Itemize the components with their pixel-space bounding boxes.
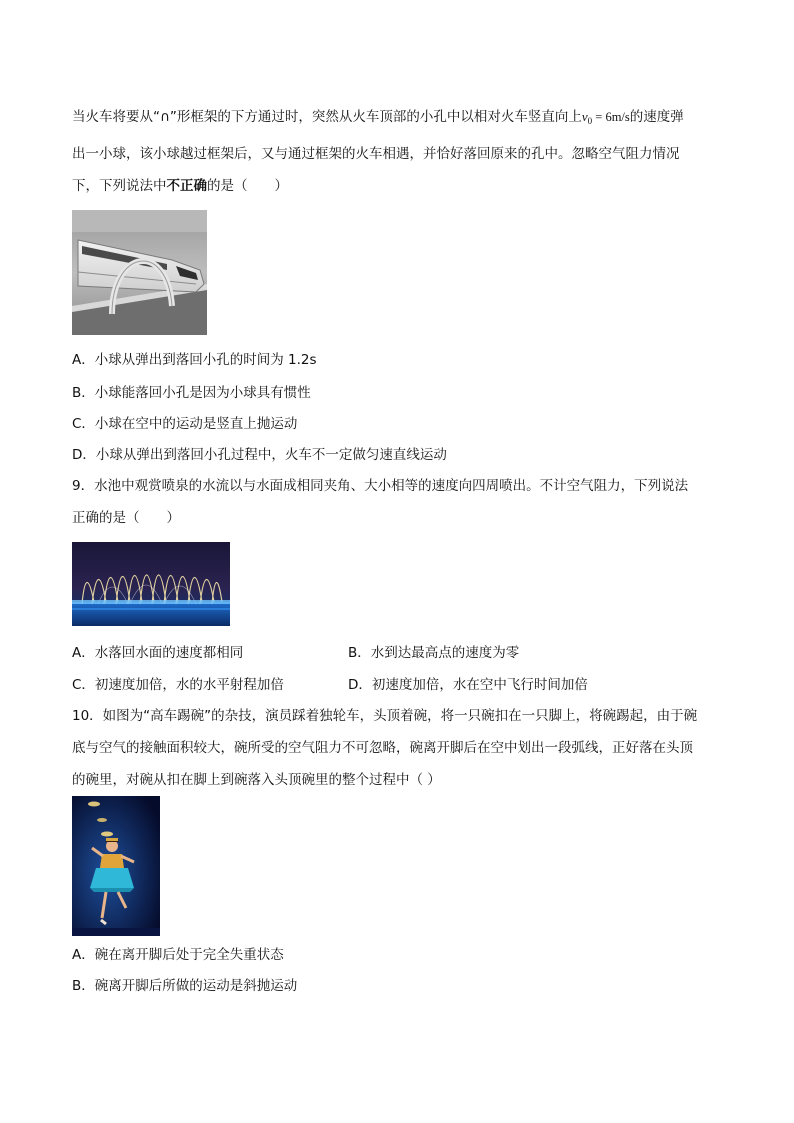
- q9-option-d: D．初速度加倍，水在空中飞行时间加倍: [348, 677, 588, 693]
- q9-stem-line-1: 9．水池中观赏喷泉的水流以与水面成相同夹角、大小相等的速度向四周喷出。不计空气阻力，下列说法: [72, 478, 689, 494]
- q9-option-c: C．初速度加倍，水的水平射程加倍: [72, 677, 284, 693]
- acrobat-photo-graphic: [72, 796, 160, 936]
- q8-stem-line-3-text: 下，下列说法中: [72, 178, 167, 194]
- q8-option-a: A．小球从弹出到落回小孔的时间为 1.2s: [72, 352, 317, 368]
- v-subscript: 0: [587, 116, 593, 126]
- q8-option-b: B．小球能落回小孔是因为小球具有惯性: [72, 385, 311, 401]
- q8-stem-line-3: [72, 177, 288, 195]
- q8-option-d: D．小球从弹出到落回小孔过程中，火车不一定做匀速直线运动: [72, 447, 447, 463]
- q8-stem-line-2: 出一小球，该小球越过框架后，又与通过框架的火车相遇，并恰好落回原来的孔中。忽略空气阻力情况: [72, 146, 680, 162]
- q10-stem-line-3: 的碗里，对碗从扣在脚上到碗落入头顶碗里的整个过程中（ ）: [72, 772, 441, 788]
- q10-stem-line-2: 底与空气的接触面积较大，碗所受的空气阻力不可忽略，碗离开脚后在空中划出一段弧线，正好落在头顶: [72, 740, 693, 756]
- q10-option-b: B．碗离开脚后所做的运动是斜抛运动: [72, 978, 298, 994]
- acrobat-photo: [72, 796, 160, 936]
- q10-option-a: A．碗在离开脚后处于完全失重状态: [72, 947, 284, 963]
- q9-option-a: A．水落回水面的速度都相同: [72, 645, 244, 661]
- initial-velocity-value: = 6m/s: [592, 110, 630, 124]
- q8-stem-line-1-text: 当火车将要从“∩”形框架的下方通过时，突然从火车顶部的小孔中以相对火车竖直向上: [72, 109, 582, 125]
- train-frame-photo-graphic: [72, 210, 207, 335]
- train-frame-photo: [72, 210, 207, 335]
- fountain-photo: [72, 542, 230, 626]
- fountain-photo-graphic: [72, 542, 230, 626]
- q8-stem-line-1: [72, 108, 684, 130]
- q9-stem-line-2: 正确的是（ ）: [72, 510, 180, 526]
- q8-stem-line-1-end: 的速度弹: [629, 109, 684, 125]
- v-symbol: v: [581, 109, 588, 124]
- q8-option-c: C．小球在空中的运动是竖直上抛运动: [72, 416, 298, 432]
- q10-stem-line-1: 10．如图为“高车踢碗”的杂技，演员踩着独轮车，头顶着碗，将一只碗扣在一只脚上，将碗踢起，由于碗: [72, 708, 698, 724]
- q8-stem-line-3-end: 的是（ ）: [207, 178, 288, 194]
- initial-velocity-symbol: [582, 109, 592, 124]
- q9-option-b: B．水到达最高点的速度为零: [348, 645, 520, 661]
- emphasis-not-correct: 不正确: [166, 178, 207, 194]
